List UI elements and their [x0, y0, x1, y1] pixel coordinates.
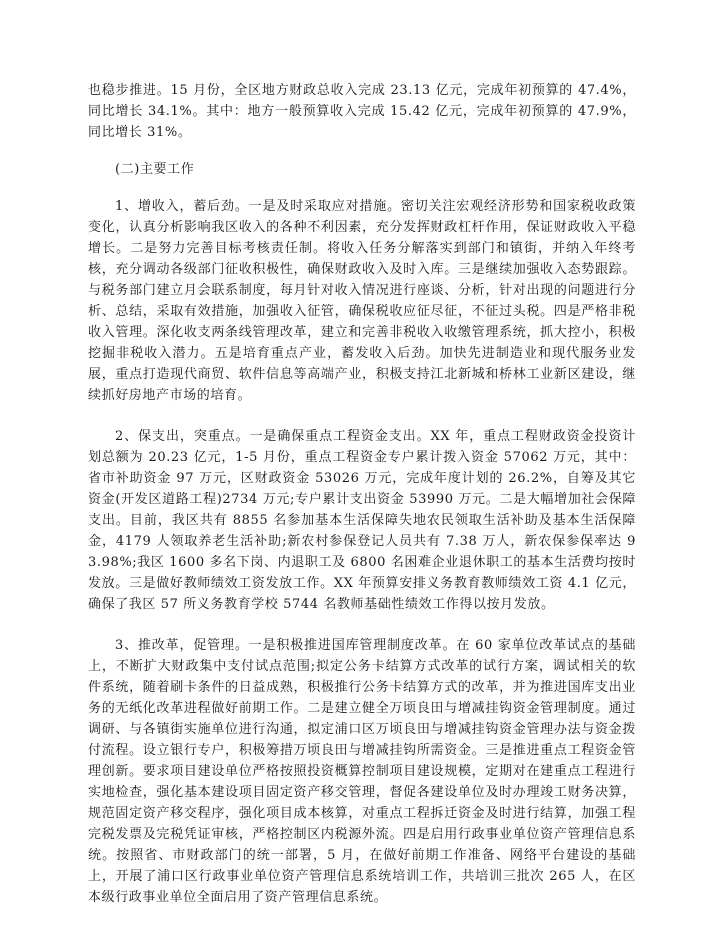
section-heading: (二)主要工作 — [115, 162, 195, 177]
paragraph-revenue-summary: 也稳步推进。15 月份，全区地方财政总收入完成 23.13 亿元，完成年初预算的 47.4%，同比增长 34.1%。其中：地方一般预算收入完成 15.42 亿元，完成年初预算的 47.9%，同比增长 31%。 — [88, 83, 636, 140]
paragraph-spacer — [88, 615, 636, 635]
paragraph-spacer — [88, 406, 636, 426]
paragraph-item-1: 1、增收入，蓄后劲。一是及时采取应对措施。密切关注宏观经济形势和国家税收政策变化，认真分析影响我区收入的各种不利因素，充分发挥财政杠杆作用，保证财政收入平稳增长。二是努力完善目标考核责任制。将收入任务分解落实到部门和镇街，并纳入年终考核，充分调动各级部门征收积极性，确保财政收入及时入库。三是继续加强收入态势跟踪。与税务部门建立月会联系制度，每月针对收入情况进行座谈、分析，针对出现的问题进行分析、总结，采取有效措施，加强收入征管，确保税收应征尽征，不征过头税。四是严格非税收入管理。深化收支两条线管理改革，建立和完善非税收入收缴管理系统，抓大控小，积极挖掘非税收入潜力。五是培育重点产业，蓄发收入后劲。加快先进制造业和现代服务业发展，重点打造现代商贸、软件信息等高端产业，积极支持江北新城和桥林工业新区建设，继续抓好房地产市场的培育。 — [88, 199, 636, 403]
paragraph-item-3: 3、推改革，促管理。一是积极推进国库管理制度改革。在 60 家单位改革试点的基础上，不断扩大财政集中支付试点范围;拟定公务卡结算方式改革的试行方案，调试相关的软件系统，随着刷卡条件的日益成熟，积极推行公务卡结算方式的改革，并为推进国库支出业务的无纸化改革进程做好前期工作。二是建立健全万顷良田与增减挂钩资金管理制度。通过调研、与各镇街实施单位进行沟通，拟定浦口区万顷良田与增减挂钩资金管理办法与资金拨付流程。设立银行专户，积极筹措万顷良田与增减挂钩所需资金。三是推进重点工程资金管理创新。要求项目建设单位严格按照投资概算控制项目建设规模，定期对在建重点工程进行实地检查，强化基本建设项目固定资产移交管理，督促各建设单位及时办理竣工财务决算，规范固定资产移交程序，强化项目成本核算，对重点工程拆迁资金及时进行结算，加强工程完税发票及完税凭证审核，严格控制区内税源外流。四是启用行政事业单位资产管理信息系统。按照省、市财政部门的统一部署，5 月，在做好前期工作准备、网络平台建设的基础上，开展了浦口区行政事业单位资产管理信息系统培训工作，共培训三批次 265 人，在区本级行政事业单位全面启用了资产管理信息系统。 — [88, 638, 636, 905]
document-page — [88, 80, 636, 908]
paragraph-spacer — [88, 143, 636, 159]
paragraph-spacer — [88, 180, 636, 196]
paragraph-item-2: 2、保支出，突重点。一是确保重点工程资金支出。XX 年，重点工程财政资金投资计划总额为 20.23 亿元，1-5 月份，重点工程资金专户累计拨入资金 57062 万元，其中：省市补助资金 97 万元，区财政资金 53026 万元，完成年度计划的 26.2%，自筹及其它资金(开发区道路工程)2734 万元;专户累计支出资金 53990 万元。二是大幅增加社会保障支出。目前，我区共有 8855 名参加基本生活保障失地农民领取生活补助及基本生活保障金，4179 人领取养老生活补助;新农村参保登记人员共有 7.38 万人，新农保参保率达 93.98%;我区 1600 多名下岗、内退职工及 6800 名困难企业退休职工的基本生活费均按时发放。三是做好教师绩效工资发放工作。XX 年预算安排义务教育教师绩效工资 4.1 亿元，确保了我区 57 所义务教育学校 5744 名教师基础性绩效工作得以按月发放。 — [88, 429, 636, 612]
